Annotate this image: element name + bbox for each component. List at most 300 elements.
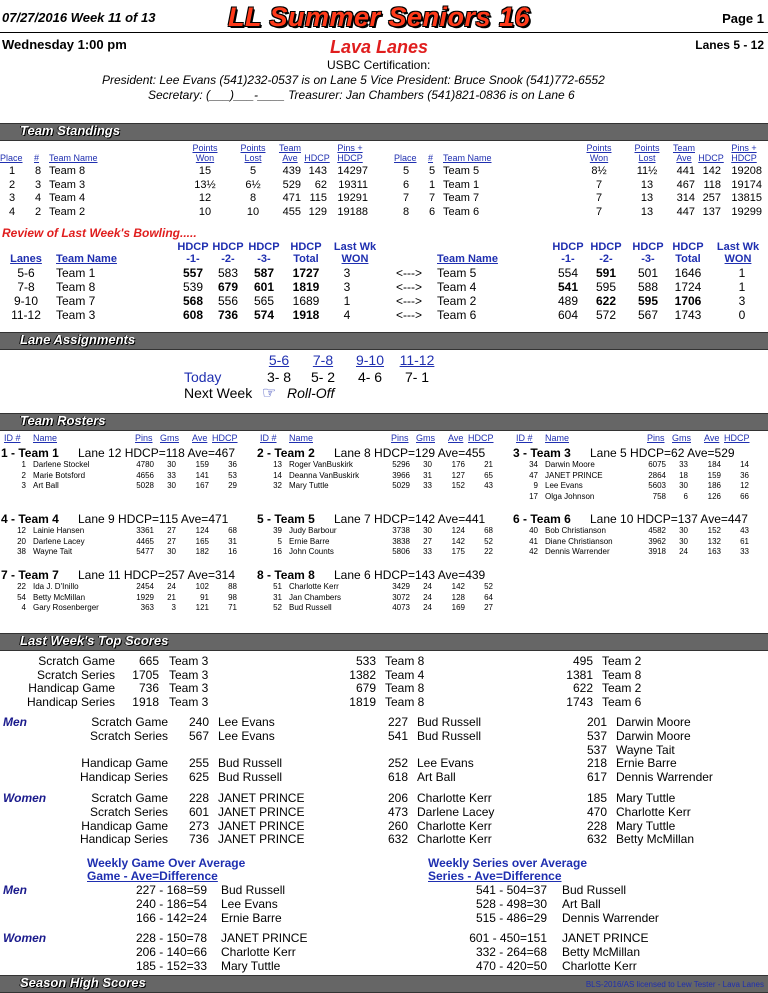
top-ind-score: 273 xyxy=(188,818,209,833)
standing-won: 7 xyxy=(595,205,603,218)
standing-won: 10 xyxy=(198,205,212,218)
roster-team-title: 8 - Team 8 xyxy=(257,568,315,582)
top-ind-score: 601 xyxy=(188,804,209,819)
review-h-g2: -2- xyxy=(221,253,235,265)
standing-ave: 471 xyxy=(282,192,301,204)
header-ave: Ave xyxy=(676,153,692,163)
today-label: Today xyxy=(184,369,222,385)
review-right-score: 1646 xyxy=(674,266,702,280)
standing-place: 8 xyxy=(402,205,410,218)
season-high-bar: Season High Scores xyxy=(0,975,768,993)
roster-team-title: 6 - Team 6 xyxy=(513,512,571,526)
standing-ave: 455 xyxy=(282,205,301,218)
roster-ave: 124 xyxy=(195,526,209,535)
review-lanes: 5-6 xyxy=(17,266,35,280)
roster-id: 51 xyxy=(273,582,282,591)
series-over-ave-title: Weekly Series over Average xyxy=(428,856,587,870)
review-left-score: 557 xyxy=(182,266,204,280)
roster-hdcp: 71 xyxy=(228,603,237,612)
roster-hdcp: 64 xyxy=(484,592,493,602)
review-right-team: Team 4 xyxy=(437,280,477,294)
review-left-team: Team 7 xyxy=(56,294,96,308)
roster-team-title: 4 - Team 4 xyxy=(1,512,59,526)
top-team-name: Team 8 xyxy=(385,694,425,709)
standing-lost: 11½ xyxy=(636,165,658,177)
review-left-score: 601 xyxy=(253,280,275,294)
roster-pins: 4073 xyxy=(392,603,410,612)
review-left-score: 679 xyxy=(217,280,239,294)
roster-h-pins: Pins xyxy=(391,433,409,443)
roster-h-id: ID # xyxy=(4,433,21,443)
roster-ave: 132 xyxy=(707,536,721,546)
roster-name: Lainie Hansen xyxy=(33,526,85,535)
standing-num: 4 xyxy=(34,192,42,204)
roster-hdcp: 43 xyxy=(740,526,749,535)
top-ind-score: 632 xyxy=(586,832,607,847)
review-right-score: 554 xyxy=(557,266,579,280)
top-ind-score: 227 xyxy=(387,715,408,729)
roster-name: Darlene Stockel xyxy=(33,460,90,469)
top-ind-score: 537 xyxy=(586,742,607,757)
review-left-score: 608 xyxy=(182,308,204,322)
standing-team: Team 2 xyxy=(49,205,86,218)
review-arrow: <---> xyxy=(396,280,423,294)
roster-hdcp: 12 xyxy=(740,481,749,490)
roster-name: Wayne Tait xyxy=(33,547,73,556)
standing-pins: 19208 xyxy=(731,165,762,177)
top-team-name: Team 8 xyxy=(385,681,425,695)
roster-gms: 18 xyxy=(679,470,688,480)
header-ave: Ave xyxy=(282,153,298,163)
top-ind-name: Betty McMillan xyxy=(616,832,695,847)
top-team-label: Scratch Game xyxy=(38,654,115,668)
review-left-team: Team 1 xyxy=(56,266,96,280)
top-ind-name: Mary Tuttle xyxy=(616,791,676,805)
roster-pins: 4582 xyxy=(648,526,666,535)
header-team: Team xyxy=(278,143,301,153)
review-right-score: 622 xyxy=(595,294,617,308)
roster-team-info: Lane 8 HDCP=129 Ave=455 xyxy=(334,446,486,460)
review-left-team: Team 8 xyxy=(56,280,96,294)
standing-hdcp: 129 xyxy=(308,205,327,218)
roster-h-name: Name xyxy=(545,433,570,443)
footer-license: BLS-2016/AS licensed to Lew Tester - Lava Lanes xyxy=(585,980,764,989)
roster-pins: 2864 xyxy=(648,470,666,480)
roster-hdcp: 53 xyxy=(228,470,237,480)
top-ind-score: 206 xyxy=(387,791,408,805)
roster-ave: 124 xyxy=(451,526,465,535)
roster-id: 9 xyxy=(533,481,538,490)
review-right-score: 1724 xyxy=(674,280,702,294)
header-num: # xyxy=(428,153,434,163)
top-team-name: Team 2 xyxy=(602,681,642,695)
review-left-score: 568 xyxy=(182,294,204,308)
standing-place: 2 xyxy=(8,178,16,191)
top-ind-label: Scratch Series xyxy=(89,728,168,743)
top-ind-name: Charlotte Kerr xyxy=(616,804,691,819)
header-team: Team xyxy=(672,143,695,153)
standing-ave: 447 xyxy=(676,205,695,218)
lane-pair: 11-12 xyxy=(399,352,435,368)
roster-hdcp: 65 xyxy=(484,470,493,480)
lane-assignments-bar: Lane Assignments xyxy=(0,332,768,350)
roster-name: Darwin Moore xyxy=(545,460,595,469)
roster-name: Diane Christianson xyxy=(545,536,613,546)
roster-id: 32 xyxy=(273,481,282,490)
review-arrow: <---> xyxy=(396,266,423,280)
roster-gms: 30 xyxy=(679,536,688,546)
top-ind-label: Handicap Series xyxy=(79,769,168,784)
pointing-hand-icon: ☞ xyxy=(262,385,277,402)
roster-pins: 5028 xyxy=(136,481,154,490)
roster-pins: 5029 xyxy=(392,481,410,490)
team-standings-bar: Team Standings xyxy=(0,123,768,141)
top-team-name: Team 2 xyxy=(602,654,642,668)
roster-id: 34 xyxy=(529,460,538,469)
over-ave-calc: 515 - 486=29 xyxy=(475,911,547,925)
roster-ave: 142 xyxy=(451,582,465,591)
over-ave-name: Betty McMillan xyxy=(562,945,641,959)
over-ave-name: Bud Russell xyxy=(562,883,627,897)
review-lanes: 7-8 xyxy=(17,280,35,294)
top-ind-score: 260 xyxy=(387,818,408,833)
review-h-team: Team Name xyxy=(437,253,498,265)
top-ind-name: Dennis Warrender xyxy=(616,769,713,784)
roster-pins: 3072 xyxy=(392,592,410,602)
officers-line-2: Secretary: (___)___-____ Treasurer: Jan Chambers (541)821-0836 is on Lane 6 xyxy=(148,88,575,102)
roster-name: Bob Christianson xyxy=(545,526,606,535)
top-ind-score: 185 xyxy=(586,791,607,805)
review-right-team: Team 6 xyxy=(437,308,477,322)
standing-ave: 439 xyxy=(282,165,301,177)
roster-name: Roger VanBuskirk xyxy=(289,460,353,469)
review-left-score: 1918 xyxy=(292,308,320,322)
top-team-score: 679 xyxy=(355,681,376,695)
roster-ave: 163 xyxy=(707,547,721,556)
top-ind-name: Lee Evans xyxy=(218,715,275,729)
top-ind-name: Mary Tuttle xyxy=(616,818,676,833)
roster-name: Ernie Barre xyxy=(289,536,330,546)
women-label-2: Women xyxy=(3,931,47,945)
roster-gms: 33 xyxy=(423,547,432,556)
top-ind-score: 473 xyxy=(387,804,408,819)
series-over-ave-sub: Series - Ave=Difference xyxy=(428,869,562,883)
roster-h-gms: Gms xyxy=(672,433,691,443)
roster-pins: 2454 xyxy=(136,582,154,591)
roster-h-ave: Ave xyxy=(192,433,208,443)
roster-pins: 3966 xyxy=(392,470,410,480)
roster-hdcp: 31 xyxy=(228,536,237,546)
top-ind-name: Darlene Lacey xyxy=(417,804,495,819)
over-ave-name: Mary Tuttle xyxy=(221,959,281,973)
over-ave-name: JANET PRINCE xyxy=(562,931,649,945)
roster-gms: 30 xyxy=(167,481,176,490)
roster-name: Betty McMillan xyxy=(33,592,86,602)
roster-id: 52 xyxy=(273,603,282,612)
roster-ave: 165 xyxy=(195,536,209,546)
standing-won: 7 xyxy=(595,178,603,191)
top-ind-name: JANET PRINCE xyxy=(218,832,305,847)
top-ind-score: 255 xyxy=(188,756,209,770)
review-left-score: 587 xyxy=(253,266,275,280)
standing-won: 15 xyxy=(198,165,212,177)
roster-hdcp: 16 xyxy=(228,547,237,556)
review-left-team: Team 3 xyxy=(56,308,96,322)
header-team-name: Team Name xyxy=(49,153,98,163)
lane-pair: 9-10 xyxy=(355,352,385,368)
roster-ave: 159 xyxy=(707,470,721,480)
review-h-team: Team Name xyxy=(56,253,117,265)
standing-won: 13½ xyxy=(194,178,216,191)
top-ind-name: Bud Russell xyxy=(218,756,283,770)
roster-pins: 1929 xyxy=(136,592,154,602)
top-ind-name: Bud Russell xyxy=(417,715,482,729)
roster-ave: 127 xyxy=(451,470,465,480)
roster-pins: 4656 xyxy=(136,470,154,480)
roster-team-info: Lane 5 HDCP=62 Ave=529 xyxy=(590,446,735,460)
roster-name: Lee Evans xyxy=(545,481,583,490)
top-ind-label: Scratch Series xyxy=(89,804,168,819)
roster-team-info: Lane 12 HDCP=118 Ave=467 xyxy=(78,446,236,460)
roster-gms: 6 xyxy=(683,491,688,501)
review-left-score: 574 xyxy=(253,308,275,322)
roster-id: 14 xyxy=(273,470,282,480)
roster-ave: 159 xyxy=(195,460,209,469)
review-heading: Review of Last Week's Bowling..... xyxy=(2,226,197,240)
review-left-won: 3 xyxy=(343,266,351,280)
standing-place: 7 xyxy=(402,192,410,204)
top-ind-name: JANET PRINCE xyxy=(218,804,305,819)
standing-place: 5 xyxy=(402,165,410,177)
roster-pins: 363 xyxy=(140,603,154,612)
review-h-hdcp: HDCP xyxy=(248,241,280,253)
header-points: Points xyxy=(634,143,660,153)
over-ave-name: Lee Evans xyxy=(221,897,278,911)
men-label-2: Men xyxy=(3,883,27,897)
roster-hdcp: 52 xyxy=(484,582,493,591)
top-team-score: 533 xyxy=(355,654,376,668)
over-ave-calc: 601 - 450=151 xyxy=(469,931,547,945)
standing-num: 2 xyxy=(34,205,42,218)
standing-ave: 441 xyxy=(676,165,695,177)
top-team-name: Team 3 xyxy=(169,694,209,709)
date-week: 07/27/2016 Week 11 of 13 xyxy=(2,10,156,25)
roster-pins: 5603 xyxy=(648,481,666,490)
top-team-label: Handicap Series xyxy=(26,694,115,709)
roster-gms: 27 xyxy=(167,536,176,546)
header-points: Points xyxy=(586,143,612,153)
page-number: Page 1 xyxy=(722,11,764,26)
review-h-won: WON xyxy=(724,253,752,265)
roster-id: 5 xyxy=(277,536,282,546)
roster-id: 31 xyxy=(273,592,282,602)
header-won: Won xyxy=(589,153,609,163)
standing-lost: 5 xyxy=(249,165,257,177)
roster-ave: 142 xyxy=(451,536,465,546)
roster-h-ave: Ave xyxy=(704,433,720,443)
header-lost: Lost xyxy=(638,153,656,163)
standing-lost: 13 xyxy=(640,192,654,204)
standing-lost: 10 xyxy=(246,205,260,218)
center-name: Lava Lanes xyxy=(330,37,429,57)
review-h-total: Total xyxy=(293,253,319,265)
roster-pins: 3962 xyxy=(648,536,666,546)
league-title: LL Summer Seniors 16 xyxy=(228,2,531,32)
roster-id: 42 xyxy=(529,547,538,556)
lane-pair: 7-8 xyxy=(312,352,334,368)
standing-num: 3 xyxy=(34,178,42,191)
standing-lost: 8 xyxy=(249,192,257,204)
roster-gms: 21 xyxy=(167,592,176,602)
women-label: Women xyxy=(3,791,47,805)
top-team-label: Scratch Series xyxy=(36,667,115,682)
roster-hdcp: 14 xyxy=(740,460,749,469)
standing-num: 1 xyxy=(428,178,436,191)
top-ind-score: 218 xyxy=(586,756,607,770)
roster-ave: 169 xyxy=(451,603,465,612)
review-lanes: 9-10 xyxy=(13,294,39,308)
top-team-score: 1819 xyxy=(349,694,376,709)
roster-name: Judy Barbour xyxy=(289,526,337,535)
top-team-score: 1705 xyxy=(132,667,159,682)
roster-ave: 175 xyxy=(451,547,465,556)
roster-gms: 24 xyxy=(679,547,688,556)
header-team-name: Team Name xyxy=(443,153,492,163)
roster-gms: 3 xyxy=(171,603,176,612)
review-left-score: 539 xyxy=(182,280,204,294)
standing-pins: 19311 xyxy=(338,178,368,191)
review-left-won: 4 xyxy=(343,308,351,322)
roster-h-pins: Pins xyxy=(135,433,153,443)
review-left-score: 1727 xyxy=(292,266,320,280)
header-lost: Lost xyxy=(244,153,262,163)
roster-id: 4 xyxy=(21,603,26,612)
over-ave-name: Bud Russell xyxy=(221,883,286,897)
roster-team-title: 5 - Team 5 xyxy=(257,512,315,526)
roster-team-info: Lane 6 HDCP=143 Ave=439 xyxy=(334,568,486,582)
review-h-won: WON xyxy=(341,253,369,265)
roster-hdcp: 68 xyxy=(484,526,493,535)
roster-hdcp: 21 xyxy=(484,460,493,469)
header-pins-hdcp: HDCP xyxy=(731,153,757,163)
roster-ave: 126 xyxy=(707,491,721,501)
top-ind-label: Scratch Game xyxy=(91,791,168,805)
standing-won: 12 xyxy=(198,192,212,204)
roster-ave: 91 xyxy=(200,592,209,602)
review-h-hdcp: HDCP xyxy=(552,241,584,253)
roster-id: 41 xyxy=(529,536,538,546)
roster-name: Dennis Warrender xyxy=(545,547,610,556)
roster-pins: 6075 xyxy=(648,460,666,469)
roster-team-title: 1 - Team 1 xyxy=(1,446,59,460)
roster-pins: 5477 xyxy=(136,547,154,556)
over-ave-name: Dennis Warrender xyxy=(562,911,659,925)
standing-team: Team 1 xyxy=(443,178,480,191)
review-right-score: 1743 xyxy=(674,308,702,322)
roster-id: 12 xyxy=(17,526,26,535)
standing-pins: 19188 xyxy=(337,205,368,218)
review-right-won: 1 xyxy=(738,280,746,294)
today-assignment: 4- 6 xyxy=(357,369,383,385)
roster-name: Deanna VanBuskirk xyxy=(289,470,360,480)
top-team-score: 665 xyxy=(138,654,159,668)
top-ind-score: 201 xyxy=(586,715,607,729)
standing-pins: 19291 xyxy=(337,192,368,204)
roster-ave: 184 xyxy=(707,460,721,469)
roster-gms: 24 xyxy=(423,582,432,591)
top-ind-name: Darwin Moore xyxy=(616,715,691,729)
roster-hdcp: 27 xyxy=(484,603,493,612)
review-h-hdcp: HDCP xyxy=(672,241,704,253)
review-right-score: 591 xyxy=(595,266,617,280)
review-right-team: Team 2 xyxy=(437,294,477,308)
roster-h-name: Name xyxy=(289,433,314,443)
roster-h-hdcp: HDCP xyxy=(212,433,238,443)
standing-place: 6 xyxy=(402,178,410,191)
standing-pins: 13815 xyxy=(731,192,762,204)
roster-id: 13 xyxy=(273,460,282,469)
standing-hdcp: 142 xyxy=(702,165,721,177)
review-right-score: 588 xyxy=(637,280,659,294)
roster-gms: 30 xyxy=(423,526,432,535)
roster-name: Bud Russell xyxy=(289,603,332,612)
top-ind-name: Darwin Moore xyxy=(616,728,691,743)
review-right-score: 489 xyxy=(557,294,579,308)
review-right-won: 1 xyxy=(738,266,746,280)
review-right-team: Team 5 xyxy=(437,266,477,280)
standing-hdcp: 115 xyxy=(309,192,327,204)
review-left-won: 3 xyxy=(343,280,351,294)
over-ave-calc: 166 - 142=24 xyxy=(135,911,207,925)
roster-team-info: Lane 11 HDCP=257 Ave=314 xyxy=(78,568,236,582)
team-rosters-bar: Team Rosters xyxy=(0,413,768,431)
roster-team-title: 3 - Team 3 xyxy=(513,446,571,460)
review-right-score: 595 xyxy=(637,294,659,308)
standing-hdcp: 137 xyxy=(702,205,721,218)
roster-name: Art Ball xyxy=(33,481,59,490)
review-h-g1: -1- xyxy=(561,253,575,265)
top-ind-name: Bud Russell xyxy=(218,769,283,784)
roster-id: 47 xyxy=(529,470,538,480)
standing-ave: 467 xyxy=(676,178,695,191)
standing-num: 7 xyxy=(428,192,436,204)
review-left-score: 1819 xyxy=(292,280,320,294)
top-ind-name: Wayne Tait xyxy=(616,742,675,757)
standing-won: 8½ xyxy=(591,165,607,177)
standing-hdcp: 118 xyxy=(703,178,721,191)
review-arrow: <---> xyxy=(396,294,423,308)
review-h-lanes: Lanes xyxy=(10,253,42,265)
top-team-name: Team 3 xyxy=(169,681,209,695)
top-ind-name: JANET PRINCE xyxy=(218,791,305,805)
over-ave-name: Charlotte Kerr xyxy=(562,959,637,973)
next-week-label: Next Week xyxy=(184,385,253,401)
roster-name: JANET PRINCE xyxy=(545,470,603,480)
standing-team: Team 6 xyxy=(443,205,480,218)
lane-pair: 5-6 xyxy=(268,352,290,368)
today-assignment: 3- 8 xyxy=(266,369,292,385)
over-ave-name: Art Ball xyxy=(562,897,601,911)
top-ind-name: JANET PRINCE xyxy=(218,818,305,833)
roster-name: Gary Rosenberger xyxy=(33,603,99,612)
roster-gms: 27 xyxy=(167,526,176,535)
review-right-score: 595 xyxy=(595,280,617,294)
review-left-score: 565 xyxy=(253,294,275,308)
roster-hdcp: 22 xyxy=(484,547,493,556)
roster-name: Charlotte Kerr xyxy=(289,582,339,591)
day-time: Wednesday 1:00 pm xyxy=(2,37,127,52)
roster-pins: 5806 xyxy=(392,547,410,556)
